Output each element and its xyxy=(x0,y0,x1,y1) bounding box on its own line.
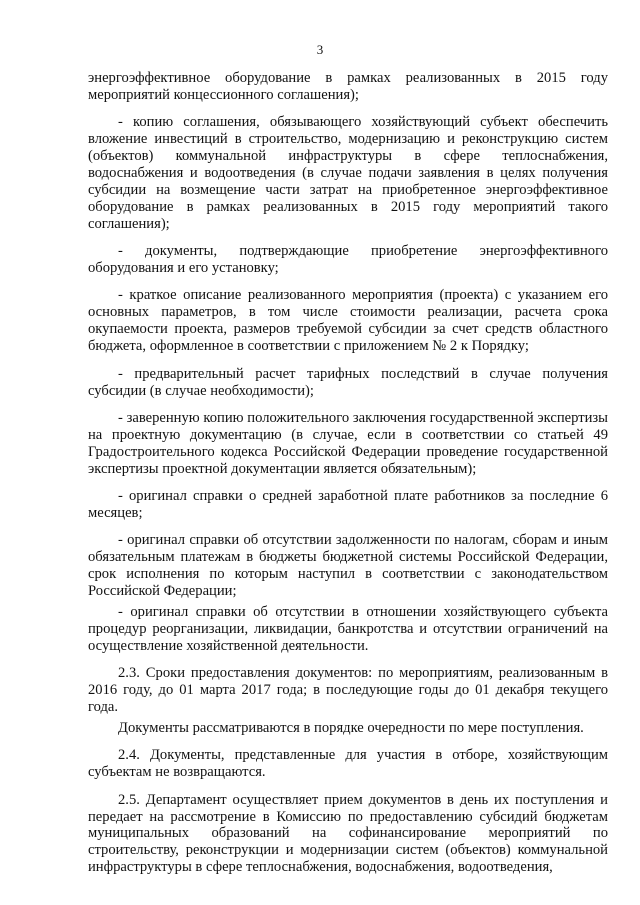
paragraph: - оригинал справки об отсутствии задолженности по налогам, сборам и иным обязательным платежам в бюджеты бюджетной системы Российской Федерации, срок исполнения по которым наступил в соответствии с законодательством Российской Федерации; xyxy=(88,532,608,600)
paragraph: Документы рассматриваются в порядке очередности по мере поступления. xyxy=(118,719,584,736)
paragraph: - краткое описание реализованного мероприятия (проекта) с указанием его основных параметров, в том числе стоимости реализации, расчета срока окупаемости проекта, размеров требуемой субсидии за счет средств областного бюджета, оформленное в соответствии с приложением № 2 к Порядку; xyxy=(88,287,608,355)
paragraph: энергоэффективное оборудование в рамках реализованных в 2015 году мероприятий концессионного соглашения); xyxy=(88,70,608,103)
paragraph: - документы, подтверждающие приобретение энергоэффективного оборудования и его установку; xyxy=(88,243,608,277)
paragraph: 2.4. Документы, представленные для участия в отборе, хозяйствующим субъектам не возвращаются. xyxy=(88,747,608,781)
paragraph: - заверенную копию положительного заключения государственной экспертизы на проектную документацию (в случае, если в соответствии со статьей 49 Градостроительного кодекса Российской Федерации проведение государственной экспертизы проектной документации является обязательным); xyxy=(88,409,608,477)
paragraph: 2.3. Сроки предоставления документов: по мероприятиям, реализованным в 2016 году, до 01 марта 2017 года; в последующие годы до 01 декабря текущего года. xyxy=(88,665,608,715)
document-body xyxy=(88,70,608,887)
paragraph: - предварительный расчет тарифных последствий в случае получения субсидии (в случае необходимости); xyxy=(88,365,608,399)
page-number: 3 xyxy=(316,42,324,57)
paragraph: - оригинал справки о средней заработной плате работников за последние 6 месяцев; xyxy=(88,488,608,521)
paragraph: - копию соглашения, обязывающего хозяйствующий субъект обеспечить вложение инвестиций в строительство, модернизацию и реконструкцию систем (объектов) коммунальной инфраструктуры в сфере теплоснабжения, водоснабжения и водоотведения (в случае подачи заявления в целях получения субсидии на возмещение части затрат на приобретенное энергоэффективное оборудование в рамках реализованных в 2015 году мероприятий такого соглашения); xyxy=(88,114,608,232)
paragraph: 2.5. Департамент осуществляет прием документов в день их поступления и передает на рассмотрение в Комиссию по предоставлению субсидий бюджетам муниципальных образований на софинансирование мероприятий по строительству, реконструкции и модернизации систем (объектов) коммунальной инфраструктуры в сфере теплоснабжения, водоснабжения, водоотведения, xyxy=(88,791,608,876)
paragraph: - оригинал справки об отсутствии в отношении хозяйствующего субъекта процедур реорганизации, ликвидации, банкротства и отсутствии ограничений на осуществление хозяйственной деятельности. xyxy=(88,603,608,654)
